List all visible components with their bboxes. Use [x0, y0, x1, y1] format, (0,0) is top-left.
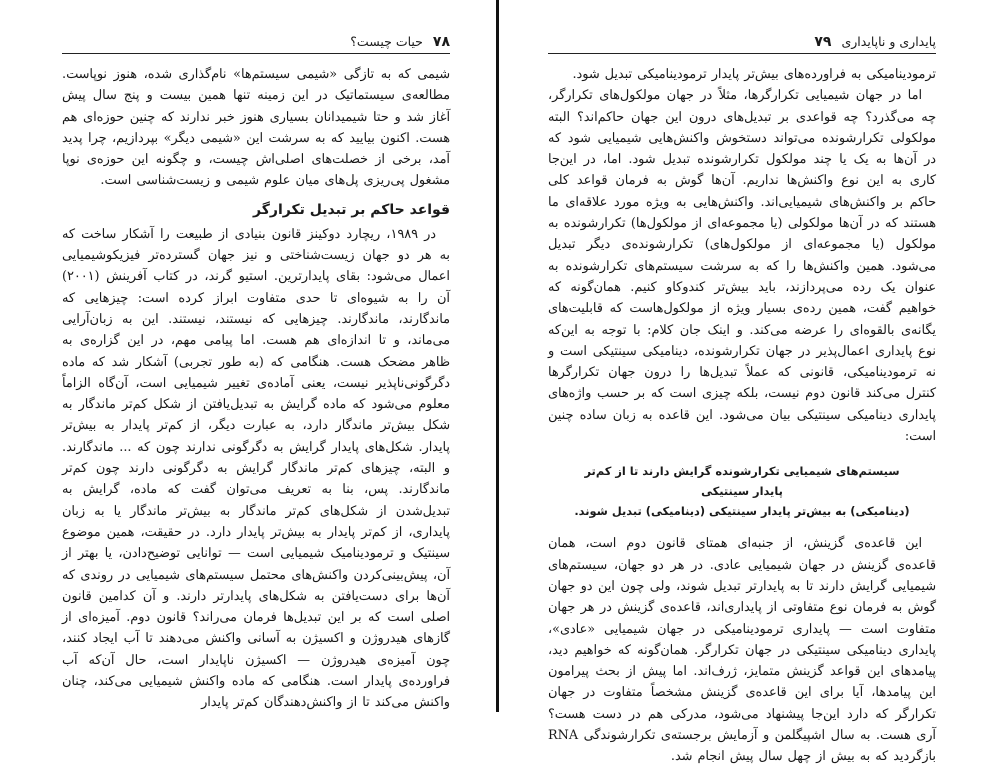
left-paragraph-2: در ۱۹۸۹، ریچارد دوکینز قانون بنیادی از طبیعت را آشکار ساخت که به هر دو جهان زیست‌شناختی و نیز جهان گسترده‌تر فیزیکوشیمیایی اعمال می‌شود: بقای پایدارترین. استیو گرند، در کتاب آفرینش (۲۰۰۱) آن را به شیوه‌ای تا حدی متفاوت ابراز کرده است: چیزهایی که ماندگارند، ماندگارند. چیزهایی که نیستند، نیستند. این به زبان‌آرایی می‌ماند، و تا اندازه‌ای هم هست. اما پیامی مهم، در این گزاره‌ی به ظاهر مضحک هست. هنگامی که (به طور تجربی) آشکار شد که ماده دگرگونی‌ناپذیر نیست، یعنی آماده‌ی تغییر شیمیایی است، آن‌گاه الزاماً معلوم می‌شود که ماده گرایش به تبدیل‌یافتن از شکل کم‌تر ماندگار به شکل بیش‌تر ماندگار دارد، به عبارت دیگر، از کم‌تر پایدار به بیش‌تر پایدار. شکل‌های پایدار گرایش به دگرگونی ندارند چون که ... ماندگارند. و البته، چیزهای کم‌تر ماندگار گرایش به دگرگونی دارند چون کم‌تر ماندگارند. پس، بنا به تعریف می‌توان گفت که ماده، گرایش به تبدیل‌شدن از شکل‌های کم‌تر ماندگار به بیش‌تر ماندگار یا به زبان پایداری، از کم‌تر پایدار به بیش‌تر پایدار دارد. در حقیقت، همین موضوع سینتیک و ترمودینامیک شیمیایی است — توانایی توضیح‌دادن، یا بهتر از آن، پیش‌بینی‌کردن واکنش‌های محتمل سیستم‌های شیمیایی در روندی که آن‌ها برای دست‌یافتن به شکل‌های پایدارتر دارند. و آن کدامین قانون اصلی است که بر این تبدیل‌ها فرمان می‌راند؟ قانون دوم. آمیزه‌ای از گازهای هیدروژن و اکسیژن به آسانی واکنش می‌دهند تا آب ایجاد کنند، چون آمیزه‌ی هیدروژن — اکسیژن ناپایدار است، حال آن‌که آب فراورده‌ی پایدار است. هنگامی که ماده واکنش شیمیایی می‌کند، چنان واکنش می‌کند تا از واکنش‌دهندگان کم‌تر پایدار: [62, 226, 450, 711]
right-paragraph-3: این قاعده‌ی گزینش، از جنبه‌ای همتای قانون دوم است، همان قاعده‌ی گزینش در جهان شیمیایی عادی. در هر دو جهان، سیستم‌های شیمیایی گرایش دارند تا به پایدارتر تبدیل شوند، ولی چون این دو جهان گوش به فرمان نوع متفاوتی از پایداری‌اند، قاعده‌ی گزینش در هر جهان متفاوت است — پایداری ترمودینامیکی در جهان شیمیایی «عادی»، پایداری دینامیکی سینتیکی در جهان تکرارگر. همان‌گونه که خواهیم دید، پیامدهای این قواعد گزینش متمایز، ژرف‌اند. اما پیش از بحث پیرامون این پیامدها، آیا برای این قاعده‌ی گزینش مشخصاً متفاوت در جهان تکرارگر که دارد این‌جا پیشنهاد می‌شود، مدرکی هم در دست هست؟ آری هست. به سال اشپیگلمن و آزمایش برجسته‌ی تکرارشوندگی RNA بازگردید که به بیش از چهل سال پیش انجام شد.: [548, 536, 936, 765]
right-paragraph-1: ترمودینامیکی به فراورده‌های بیش‌تر پایدار ترمودینامیکی تبدیل شود.: [572, 67, 936, 82]
book-spine-divider: [496, 0, 499, 712]
right-page-number: ۷۹: [814, 34, 832, 50]
right-running-title: پایداری و ناپایداری: [841, 34, 936, 49]
left-page: [62, 34, 450, 711]
left-header-group: [350, 34, 450, 50]
section-heading: قواعد حاکم بر تبدیل تکرارگر: [253, 201, 450, 218]
quote-line-2: (دینامیکی) به بیش‌تر پایدار سینتیکی (دینامیکی) تبدیل شوند.: [574, 504, 910, 519]
right-paragraph-2: اما در جهان شیمیایی تکرارگرها، مثلاً در جهان مولکول‌های تکرارگر، چه می‌گذرد؟ چه قواعدی بر تبدیل‌های درون این جهان حاکم‌اند؟ البته مولکولی تکرارشونده می‌تواند دستخوش واکنش‌هایی شیمیایی شود که در آن‌ها به یک یا چند مولکول تکرارشونده تبدیل شود. اما، در این‌جا کاری به این نوع واکنش‌ها نداریم. آن‌ها گوش به فرمان قواعد کلی حاکم بر واکنش‌های شیمیایی‌اند. واکنش‌هایی به ویژه مورد علاقه‌ای ما هستند که در آن‌ها مولکولی (یا مجموعه‌ای از مولکول‌ها) تکرارشونده به مولکول (یا مجموعه‌ای از مولکول‌های) تکرارشونده‌ی دیگر تبدیل می‌شود. همین واکنش‌ها را که به سرشت سیستم‌های تکرارشونده به عنوان یک رده می‌پردازند، باید بیش‌تر کندوکاو کنیم. همان‌گونه که خواهیم گفت، همین رده‌ی بسیار ویژه از مولکول‌هاست که قابلیت‌های یگانه‌ی بالقوه‌ای را عرضه می‌کند. و اینک جان کلام: با توجه به این‌که نوع پایداری اعمال‌پذیر در جهان تکرارشونده، دینامیکی سینتیکی است و نه ترمودینامیکی، قانونی که عملاً تبدیل‌ها را درون جهان تکرارگرها کنترل می‌کند قانون دوم نیست، بلکه چیزی است که بر حسب واژه‌های پایداری دینامیکی سینتیکی بیان می‌شود. این قاعده به زبان ساده چنین است:: [548, 88, 936, 445]
left-paragraph-1: شیمی که به تازگی «شیمی سیستم‌ها» نام‌گذاری شده، هنوز نوپاست. مطالعه‌ی سیستماتیک در این زمینه تنها همین بیست و پنج سال پیش آغاز شد و حتا شیمیدانان بسیاری هنوز خبر ندارند که چنین حوزه‌ای هم هست. اکنون بیایید که به سرشت این «شیمی دیگر» بپردازیم، چرا پدید آمد، برخی از خصلت‌های اصلی‌اش چیست، و چگونه این حوزه‌ی نوپا مشغول پی‌ریزی پل‌های میان علوم شیمی و زیست‌شناسی است.: [62, 67, 450, 189]
left-page-header: [62, 34, 450, 54]
right-page-header: [548, 34, 936, 54]
highlighted-rule-quote: [568, 461, 916, 521]
right-page: [548, 34, 936, 765]
right-header-group: [814, 34, 936, 50]
quote-line-1: سیستم‌های شیمیایی تکرارشونده گرایش دارند تا از کم‌تر پایدار سینتیکی: [584, 464, 900, 499]
left-running-title: حیات چیست؟: [350, 34, 423, 49]
left-page-number: ۷۸: [432, 34, 450, 50]
